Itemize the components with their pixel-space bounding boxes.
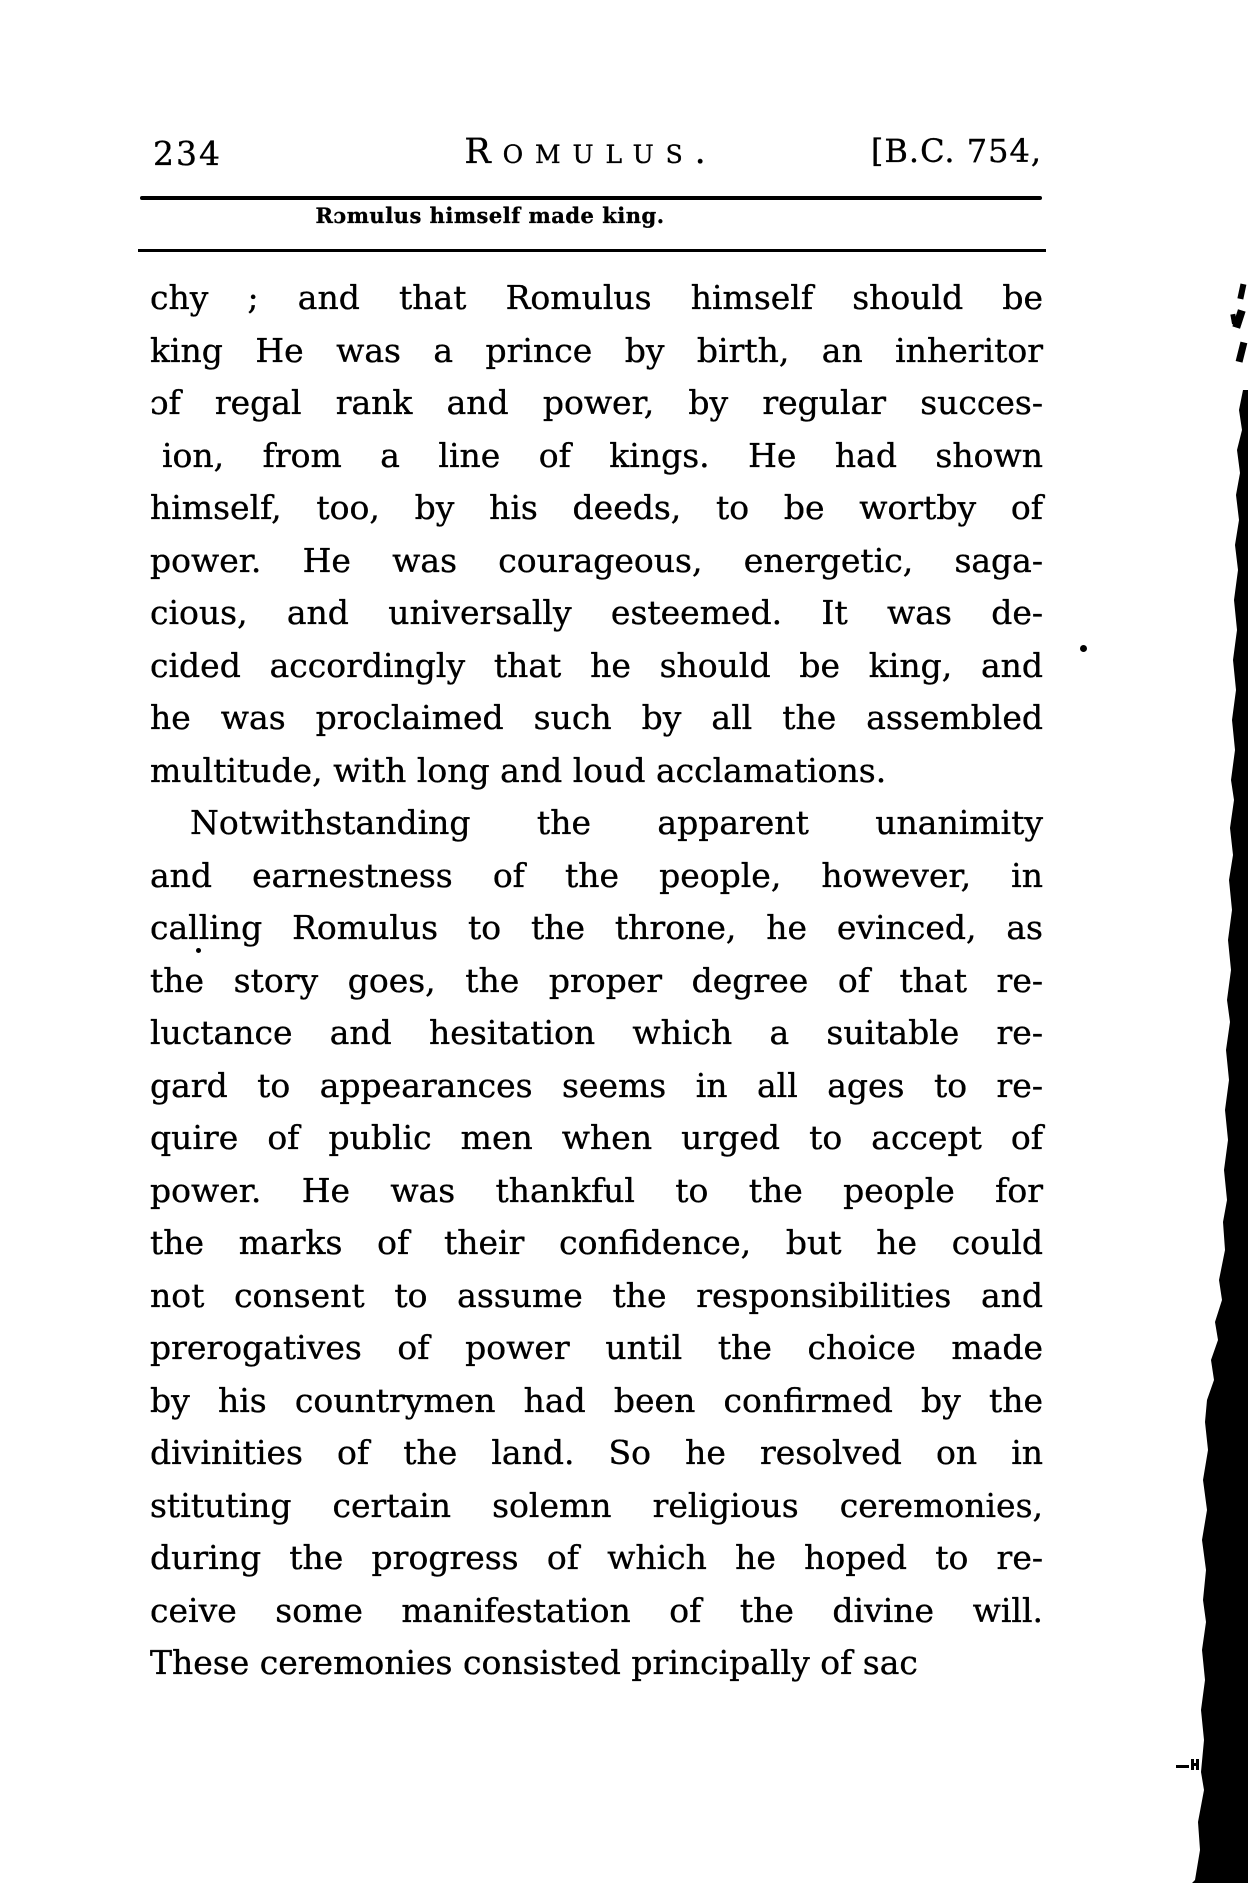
text-line: and earnestness of the people, however, in (150, 855, 1043, 895)
running-title: Romulus. (464, 132, 718, 172)
body-text (150, 272, 1043, 1690)
text-line: These ceremonies consisted principally of sac (150, 1643, 918, 1682)
text-line: not consent to assume the responsibilities and (150, 1275, 1043, 1315)
text-line: ɔf regal rank and power, by regular succes- (150, 383, 1043, 422)
text-line: ion, from a line of kings. He had shown (162, 435, 1043, 475)
text-line: quire of public men when urged to accept of (150, 1118, 1043, 1157)
text-line: multitude, with long and loud acclamations. (150, 750, 887, 790)
text-line: cided accordingly that he should be king, and (150, 645, 1043, 685)
text-line: the marks of their confidence, but he could (150, 1223, 1043, 1262)
text-line: gard to appearances seems in all ages to re- (150, 1065, 1043, 1105)
header-rule (140, 196, 1042, 200)
text-line: chy ; and that Romulus himself should be (150, 278, 1043, 317)
text-line: during the progress of which he hoped to re- (150, 1538, 1043, 1577)
text-line: stituting certain solemn religious ceremonies, (150, 1485, 1043, 1525)
text-line: king He was a prince by birth, an inheritor (150, 330, 1043, 370)
text-line: by his countrymen had been confirmed by the (150, 1380, 1043, 1420)
text-line: power. He was courageous, energetic, saga- (150, 540, 1043, 580)
scan-gutter-artifact (1188, 280, 1248, 1883)
text-line: prerogatives of power until the choice made (150, 1328, 1043, 1367)
text-line: the story goes, the proper degree of that re- (150, 960, 1043, 1000)
date-marginal: [B.C. 754, (870, 132, 1042, 170)
text-line: power. He was thankful to the people for (150, 1170, 1043, 1210)
text-line: calling Romulus to the throne, he evinced, as (150, 908, 1043, 947)
page-number: 234 (153, 134, 222, 173)
scan-mark (1176, 1758, 1202, 1772)
text-line: ceive some manifestation of the divine will. (150, 1590, 1043, 1630)
text-line: Notwithstanding the apparent unanimity (190, 803, 1043, 842)
scan-speck (196, 948, 201, 953)
caption-rule (138, 249, 1046, 252)
text-line: himself, too, by his deeds, to be wortby of (150, 488, 1043, 527)
text-line: divinities of the land. So he resolved on in (150, 1433, 1043, 1472)
text-line: luctance and hesitation which a suitable re- (150, 1013, 1043, 1052)
chapter-caption: Rɔmulus himself made king. (315, 203, 665, 228)
scan-speck (1080, 645, 1087, 652)
text-line: cious, and universally esteemed. It was de- (150, 593, 1043, 632)
text-line: he was proclaimed such by all the assembled (150, 698, 1043, 737)
